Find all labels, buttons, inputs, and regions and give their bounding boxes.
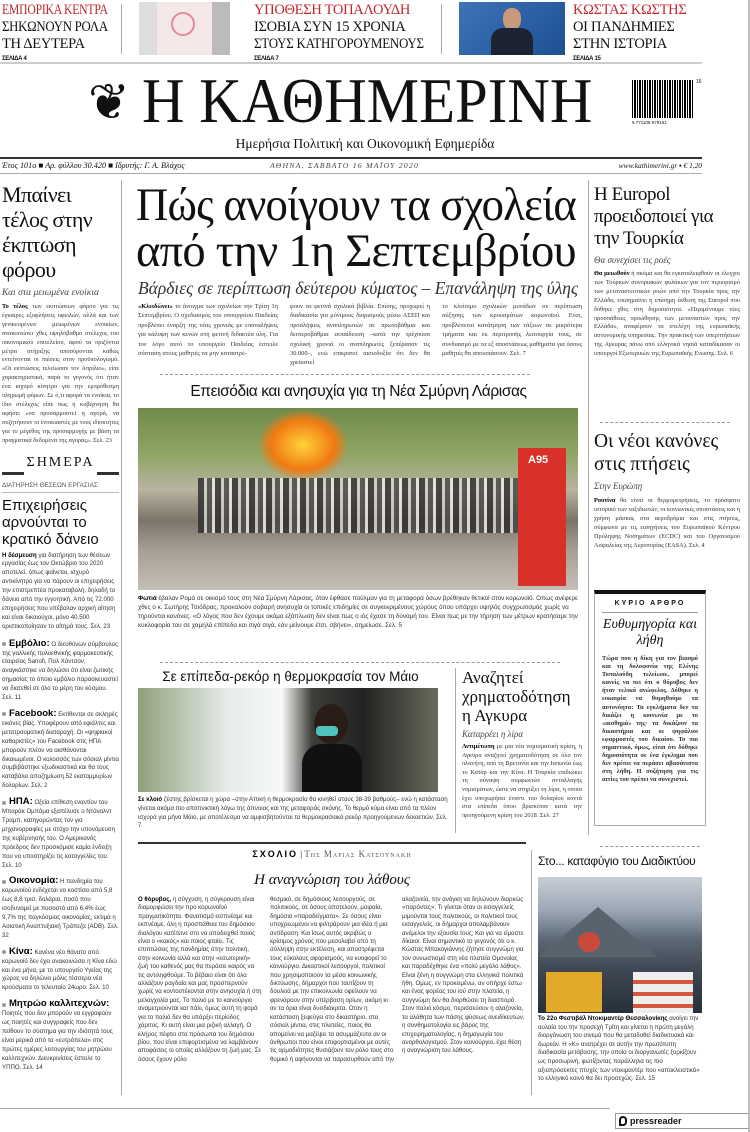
story-headline: Μπαίνει τέλος στην έκπτωση φόρου	[2, 182, 93, 282]
brief-usa[interactable]: ΗΠΑ: Οξεία επίθεση εναντίον του Μπαράκ Ομπάμα εξαπέλυσε ο Ντόναλντ Τραμπ, κατηγορώντας τον για μηχανορραφίες με στόχο την υπονόμευση της κυβέρνησής του. Ο Αμερικανός πρόεδρος δεν προσκόμισε καμία ένδειξη που να υποστηρίζει τις καταγγελίες του. Σελ. 10	[2, 796, 115, 869]
comment-col-3: αλαζονεία, την ανάγκη να δηλώνουν διαρκώς «παρόντες»; Τι γίνεται όταν οι εισαγγελείς μιμούνται τους πολιτικούς, οι πολιτικοί τους εισαγγελείς, οι δήμαρχοι απολαμβάνουν ανέμελοι την εξουσία τους; Και για να είμαστε δίκαιοι: Είναι σημαντικό το γεγονός ότι ο κ. Κώστας Μπακογιάννης ζήτησε συγγνώμη για τον συνωστισμό στη νέα πλατεία Ομονοίας και παραδέχθηκε ένα «πολύ μεγάλο λάθος». Είναι ξένη η συγγνώμη στα ελληνικά πολιτικά ήθη. Ομως, εν προκειμένω, αν υπήρχε έστω και ένας φορέας του ιού στην πλατεία, η συγγνώμη δεν θα διορθώσει τη διασπορά. Στον παλιό κόσμο, περισσεύουν η αλαζονεία, τα αλάθητα των πάσης φύσεως ανειδίκευτων, η συνθηματολογία εις βάρος της επιχειρηματολογίας, η δημαγωγία του ανορθολογισμού. Στον καινούργιο, έχει θέση η αναγνώριση του λάθους.	[402, 896, 525, 1055]
teaser-topaloudi[interactable]	[254, 2, 424, 65]
story-headline: Η Europol προειδοποιεί για την Τουρκία	[594, 184, 714, 249]
masthead-title: Η ΚΑΘΗΜΕΡΙΝΗ	[142, 66, 593, 136]
brief-economy[interactable]: Οικονομία: Η πανδημία του κορωνοϊού ενδέχεται να κοστίσει από 5,8 έως 8,8 τρισ. δολάρια, ποσό που ισοδυναμεί με ποσοστό από 6,4% έως 9,7% της παγκόσμιας οικονομίας, εκτιμά η Ασιατική Αναπτυξιακή Τράπεζα (ADB). Σελ. 32	[2, 875, 119, 939]
face-mask	[316, 726, 338, 736]
issue-code: 16	[696, 79, 702, 85]
story-subhead: Καταρρέει η λίρα	[462, 729, 524, 739]
pressreader-icon	[619, 1116, 627, 1126]
teaser-photo-topaloudi	[139, 2, 230, 55]
teaser-kostis[interactable]	[573, 2, 703, 65]
heat-caption: Σε κλοιό ζέστης βρίσκεται η χώρα –στην Αττική η θερμοκρασία θα κινηθεί στους 38-39 βαθμούς– ενώ η κατάσταση γίνεται ακόμα πιο αποπνικτική λόγω της άπνοιας και της μεταφοράς σκόνης. Το θερμό κύμα είναι από τα πλέον ισχυρά για μήνα Μάιο, με αποτέλεσμα να αμφισβητούνται τα θερμοκρασιακά ρεκόρ προηγούμενων δεκαετιών. Σελ. 7	[138, 796, 448, 830]
brief-china[interactable]: Κίνα: Κανένα νέο θάνατο από κορωνοϊό δεν έχει ανακοινώσει η Κίνα εδώ και ένα μήνα, με το υπουργείο Υγείας της χώρας να δηλώνει μόλις τέσσερα νέα κρούσματα το τελευταίο 24ωρο. Σελ. 10	[2, 945, 117, 992]
barcode-number: 9 771108 979161	[632, 120, 667, 125]
comment-col-1: Ο θόρυβος, η σύγχυση, η σύγκρουση είναι διαμορφώσει την προ κορωνοϊού πραγματικότητα. Φανατισμό εισπνέαμε και εκπνέαμε, όλη η προσπάθεια του δημόσιου διαλόγου κατέτεινε στο να αποδειχθεί ποιος είναι ο «κακός» και ποιος φταίει. Τις επιπτώσεις της πανδημίας στην πολιτική, στην κοινωνία αλλά και στην «εσωτερική» ζωή του καθενός μας θα περάσει καιρός να τις αντιληφθούμε. Το βέβαιο είναι ότι όλα αλλάζουν ραγδαία και μας προσπερνούν χωρίς να κοντοστέκονται στην ανησυχία ή στη μελαγχολία μας. Το παλιό με το καινούργιο αναμετριούνται και πάλι, όμως αυτή τη φορά για το παλιό δεν θα υπάρξει περίοδος χάριτος. Κι αυτή είναι μια ριζική αλλαγή. Ο κλήρος πέφτει στα πρόσωπα του δημόσιου βίου, που είναι επιφορτισμένα να λαμβάνουν αποφάσεις οι οποίες αλλάζουν τη ζωή μας. Σε όσους έχουν ρόλο	[138, 896, 262, 1063]
crowd	[198, 478, 518, 533]
story-body: Η δέσμευση για διατήρηση των θέσεων εργασίας έως τον Οκτώβριο του 2020 αποτελεί, όπως φαίνεται, ισχυρό αντικίνητρο για να πάρουν οι επιχειρήσεις την επιστρεπτέα προκαταβολή, δηλαδή το δάνειο από την εγγυητική. Από τις 72.000 επιχειρήσεις που υπέβαλαν αρχική αίτηση και είναι δικαιούχοι, μόνο 40.500 οριστικοποίησαν το αίτημά τους. Σελ. 23	[2, 551, 116, 630]
today-label: ΣΗΜΕΡΑ	[26, 454, 95, 470]
issue-date: ΑΘΗΝΑ, ΣΑΒΒΑΤΟ 16 ΜΑΪΟΥ 2020	[270, 161, 420, 170]
main-headline[interactable]: Πώς ανοίγουν τα σχολεία από την 1η Σεπτεμβρίου	[136, 179, 576, 277]
cement-bags	[633, 972, 693, 1013]
truck-label: A95	[528, 454, 549, 466]
heat-photo	[138, 688, 438, 792]
fire-truck	[518, 448, 566, 586]
teaser-line: ΙΣΟΒΙΑ ΣΥΝ 15 ΧΡΟΝΙΑ	[254, 19, 406, 35]
today-kicker: ΔΙΑΤΗΡΗΣΗ ΘΕΣΕΩΝ ΕΡΓΑΣΙΑΣ	[2, 482, 119, 493]
teaser-line: ΣΤΗΝ ΙΣΤΟΡΙΑ	[573, 36, 667, 52]
news-briefs	[2, 637, 119, 1073]
teaser-photo-kostis	[459, 2, 565, 55]
main-deck: Βάρδιες σε περίπτωση δεύτερου κύματος – Επανάληψη της ύλης	[138, 278, 579, 298]
comment-header: ΣΧΟΛΙΟ | Της Μαριας Κατσουνακη	[252, 849, 412, 859]
comment-label: ΣΧΟΛΙΟ	[252, 849, 298, 859]
story-body: Το τέλος των εκπτώσεων φόρου για τις έγκαιρες εξοφλήσεις οφειλών, αλλά και των γενικευμένων μειωμένων ενοικίων, ανακοινώνει χθες υψηλόβαθμο στέλεχος του οικονομικού επιτελείου, αφού τα οριζόντια μέτρα στήριξης αποσύρονται καθώς εντείνονται οι πιέσεις στον προϋπολογισμό. «Οι εκπτώσεις τελείωσαν τον Απρίλιο», είπε χαρακτηριστικά, παρά το γεγονός ότι ήταν ένα ισχυρό κίνητρο για την εμπρόθεσμη πληρωμή φόρων. Σε ό,τι αφορά τα ενοίκια, το ίδιο στέλεχος είπε πως η κυβέρνηση θα αφήσει «να προσαρμοστεί η αγορά, να συζητήσουν οι ενοικιαστές με τους ιδιοκτήτες για το μέγεθος της προσαρμογής με βάση τα πραγματικά δεδομένα της αγοράς». Σελ. 23	[2, 303, 120, 444]
larisa-photo	[138, 408, 578, 590]
cement-mixer	[546, 972, 602, 1012]
loan-story[interactable]	[2, 497, 119, 632]
brief-vaccine[interactable]: Εμβόλιο: Ο διευθύνων σύμβουλος της γαλλικής πολυεθνικής φαρμακευτικής εταιρείας Sanofi, Πολ Χάντσον, αναγκάστηκε να δηλώσει ότι είναι ζωτικής σημασίας το όποιο εμβόλιο παρασκευαστεί να διατεθεί σε όλο το μέρη του κόσμου. Σελ. 11	[2, 637, 118, 702]
editorial-title: Ευθυμηγορία και λήθη	[602, 617, 698, 648]
teaser-page: ΣΕΛΙΔΑ 15	[573, 56, 601, 62]
pressreader-label: pressreader	[630, 1116, 682, 1126]
ankara-story[interactable]	[462, 668, 582, 820]
larisa-headline-box[interactable]	[136, 382, 581, 401]
story-body: Ρουτίνα θα είναι οι θερμομετρήσεις, το πρόσφατο ιστορικό των ταξιδιωτών, οι κοινωνικές αποστάσεις και η χρήση μάσκας στα αεροδρόμια και στις πτήσεις, σύμφωνα με τις εισηγήσεις του Ευρωπαϊκού Κέντρου Πρόληψης Νοσημάτων (ECDC) και του Οργανισμού Ασφαλείας της Αεροπορίας (EASA). Σελ. 4	[594, 497, 740, 549]
main-deck-box	[138, 279, 578, 298]
teaser-shops[interactable]	[2, 2, 108, 65]
europol-story[interactable]	[594, 184, 740, 359]
comment-byline: Της Μαριας Κατσουνακη	[304, 849, 412, 859]
masthead-title-box	[142, 68, 592, 134]
story-headline: Οι νέοι κανόνες στις πτήσεις	[594, 431, 719, 475]
heat-headline: Σε επίπεδα-ρεκόρ η θερμοκρασία τον Μάιο	[162, 669, 419, 684]
brief-facebook[interactable]: Facebook: Εκτίθενται σε σκληρές εικόνες βίας. Υποφέρουν από εφιάλτες και μετατραυματική διαταραχή. Οι «ψηφιακοί καθαριστές» του Facebook στις ΗΠΑ μπορούν πλέον να αισθάνονται δικαιωμένοι. Ο κολοσσός των σόσιαλ μίντια συμβιβάστηκε εξωδικαστικά και θα τους καταβάλει αποζημίωση 52 εκατομμυρίων δολαρίων. Σελ. 2	[2, 708, 119, 790]
left-column	[2, 182, 119, 1080]
story-subhead: Θα συνεχίσει τις ροές	[594, 255, 671, 265]
story-headline: Επιχειρήσεις αρνούνται το κρατικό δάνειο	[2, 496, 99, 548]
teaser-line: ΣΗΚΩΝΟΥΝ ΡΟΛΑ	[2, 19, 108, 35]
today-section-header	[2, 454, 119, 476]
flights-story[interactable]	[594, 430, 740, 550]
editorial-body: Τώρα που η δίκη για τον βιασμό και τη δολοφονία της Ελένης Τοπαλούδη τελείωσε, μπορεί κανείς να πει ότι ο θόρυβος δεν ήταν τελικά ανώφελος. Δόθηκε η ευκαιρία να θυμηθούμε τα αυτονόητα: Τα εγκλήματα δεν τα δικάζει η κοινωνία με το «αισθημά» της· τα δικάζουν τα δικαστήρια και οι ψηφάλιοι εφαρμοστές του δικαίου. Το πιο σημαντικό, όμως, είναι ότι δόθηκε δημοσιότητα σε ένα έγκλημα που δεν πρέπει να περάσει αβασάνιστα στη λήθη. Η συζήτηση για τις αιτίες του πρέπει να συνεχιστεί.	[602, 655, 698, 784]
masthead-subtitle: Ημερήσια Πολιτική και Οικονομική Εφημερίδα	[235, 136, 495, 151]
brief-artists-registry[interactable]: Μητρώο καλλιτεχνών: Ποιητές που δεν μπορούν να εγγραφούν ως ποιητές και συγγραφείς που δεν πείθουν το σύστημα για την ιδιότητά τους είναι μερικά από τα «ευτράπελα» στις πρώτες ημέρες λειτουργίας του μητρώου καλλιτεχνών. Διευκρινίσεις έστειλε το ΥΠΠΟ. Σελ. 14	[2, 998, 113, 1071]
larisa-caption: Φωτιά έβαλαν Ρομά σε οικισμό τους στη Νέα Σμύρνη Λάρισας, όταν έφθασε πούλμαν για τη μεταφορά όσων βρέθηκαν θετικοί στον κορωνοϊό. Οπως ανέφερε χθες ο κ. Σωτήρης Τσιόδρας, προκαλούν σοβαρή ανησυχία οι τοπικές επιδημίες σε συγκεκριμένους χώρους όπου υπάρχει υψηλός συγχρωτισμός χωρίς να τηρούνται κανόνες. «Ο λόγος που δεν έχουμε ακόμα εξάπλωση δεν είναι πως ο ιός έχασε τη δύναμή του. Είναι πως με την τήρηση των μέτρων κρατήσαμε την κυκλοφορία του σε χαμηλά επίπεδα και σιγά σιγά, εάν μείνουμε έτσι, σβήνει», σημείωσε. Σελ. 5	[138, 595, 578, 629]
main-col-1: «Κλειδώνει» το άνοιγμα των σχολείων την Τρίτη 1η Σεπτεμβρίου. Ο σχεδιασμός του υπουργείου Παιδείας προβλέπει έναρξη της νέας χρονιάς με επαναλήψεις για κάλυψη των κενών στη φετινή διδακτέα ύλη. Για τον λόγο αυτό το υπουργείο Παιδείας έστειλε σύσταση στους μαθητές να μην καταστρέ-	[138, 303, 278, 358]
issue-info: Έτος 101ο ■ Αρ. φύλλου 30.420 ■ Ιδρυτής: Γ. Α. Βλάχος	[2, 161, 185, 170]
worker-helmet	[578, 932, 600, 952]
teaser-page: ΣΕΛΙΔΑ 4	[2, 56, 27, 62]
teaser-kicker: ΥΠΟΘΕΣΗ ΤΟΠΑΛΟΥΔΗ	[254, 2, 411, 18]
story-subhead: Και στα μειωμένα ενοίκια	[2, 288, 99, 298]
pressreader-badge[interactable]	[615, 1113, 749, 1129]
heat-headline-box[interactable]	[138, 668, 443, 685]
fire	[258, 410, 348, 480]
story-body: Θα μειωθούν ή ακόμα και θα εγκαταλειφθούν οι έλεγχοι των Τούρκων συνοριακών φυλάκων για τον περιορισμό των μεταναστευτικών ροών από την Τουρκία προς την Ελλάδα, επισημαίνει η επίσημη έκθεση της Europol που δόθηκε χθες στη δημοσιότητα. «Περιμένουμε νέες προσπάθειες προώθησης των μεταναστών προς την Ελλάδα», αναφέρουν τα στελέχη της ευρωπαϊκής αστυνομικής υπηρεσίας. Την πρακτική των υπερπτήσεων της Αγκυρας πάνω από ελληνικά νησιά καταδίκασαν οι υπουργοί Εξωτερικών της Ευρωπαϊκής Ενωσης. Σελ. 6	[594, 270, 740, 358]
website-price: www.kathimerini.gr ▪ € 1,20	[618, 161, 702, 170]
griffin-logo-icon: ❦	[88, 73, 130, 131]
editorial-label: ΚΥΡΙΟ ΑΡΘΡΟ	[614, 600, 686, 607]
larisa-headline: Επεισόδια και ανησυχία για τη Νέα Σμύρνη Λάρισας	[190, 383, 527, 400]
left-tax-story[interactable]	[2, 182, 119, 446]
portrait-drawing	[171, 12, 195, 36]
barcode	[632, 80, 694, 118]
festival-headline[interactable]: Στο... καταφύγιο του Διαδικτύου	[538, 854, 696, 868]
teaser-kicker: ΚΩΣΤΑΣ ΚΩΣΤΗΣ	[573, 2, 687, 18]
festival-caption: Το 22ο Φεστιβάλ Ντοκιμαντέρ Θεσσαλονίκης ανοίγει την αυλαία του την προσεχή Τρίτη και γίνεται η πρώτη μεγάλη διοργάνωση του σινεμά που θα μεταδοθεί διαδικτυακά και δωρεάν. Η «Κ» ανατρέχει σε αυτήν την πρωτότυπη διαδικασία μετάβασης, την οποία οι διοργανωτές ξορκίζουν ως προσωρινή, φωτίζοντας παράλληλα τις πιο αξιοπρόσεκτες πτυχές των ντοκιμαντέρ που «αποκλειστικά» το ελληνικό κοινό θα δει προσεχώς. Σελ. 15	[538, 1015, 700, 1083]
teaser-line: ΟΙ ΠΑΝΔΗΜΙΕΣ	[573, 19, 675, 35]
story-headline: Αναζητεί χρηματοδότηση η Αγκυρα	[462, 668, 571, 725]
comment-title[interactable]: Η αναγνώριση του λάθους	[254, 872, 410, 888]
main-col-3: το κλείσιμο σχολικών μονάδων σε περίπτωση αύξησης των κρουσμάτων κορωνοϊού. Ετσι, προβλέπεται κατάτμηση των τάξεων σε μικρότερα τμήματα και εκ περιτροπής λειτουργία τους, σε συνδυασμό με τα εξ αποστάσεως μαθήματα για όσους μαθητές θα απουσιάσουν. Σελ. 7	[442, 303, 582, 358]
main-col-2: φουν τα φετινά σχολικά βιβλία. Επίσης, προχωρεί η διαδικασία για μόνιμους διορισμούς μέσω ΑΣΕΠ και προσλήψεις αναπληρωτών σε πρωτοβάθμια και δευτεροβάθμια εκπαίδευση –κατά την τρέχουσα σχολική χρονιά οι αναπληρωτές ξεπέρασαν τις 30.000–, ενώ επικρατεί αισιοδοξία ότι δεν θα χρειαστεί	[290, 303, 430, 367]
comment-col-2: θεσμικό, σε δημόσιους λειτουργούς, σε πολιτικούς, σε όσους αποτελούν, μοιραία, δημόσια «παραδείγματα». Σε όσους είναι υποχρεωμένοι να φιλτράρουν μια ιδέα ή μια αντίδραση. Και ίσως αυτός ακριβώς ο κρίσιμος χρόνος που μεσολαβεί από τη σύλληψη στην εκτέλεση, και αποστρέφεται τους εύκολους αφορισμούς, να κυοφορεί το καινούργιο. Δικαστικοί λειτουργοί, πολιτικοί που χρησιμοποιούν τα μέσα κοινωνικής δικτύωσης, δήμαρχοι που ταυτίζουν τη δουλειά με την επικοινωνία οφείλουν να φρενάρουν στην υπέρβαση ορίων, ακόμη κι αν τα όρια είναι δυσδιάκριτα. Οταν η κατάσταση ξεφεύγει στο δικαστήριο, στα σόσιαλ μίντια, στις πλατείες, ποιος θα απομείνει να μαζέψει τα ασυμμάζευτα αν οι άνθρωποι που είναι επιφορτισμένοι με αυτές τις αρμοδιότητες θυσιάζουν τον ρόλο τους στο θυμικό ή αφήνονται να παρασυρθούν από την	[270, 896, 394, 1063]
teaser-line: ΤΗ ΔΕΥΤΕΡΑ	[2, 36, 85, 52]
teaser-kicker: ΕΜΠΟΡΙΚΑ ΚΕΝΤΡΑ	[2, 2, 108, 18]
story-subhead: Στην Ευρώπη	[594, 481, 643, 491]
teaser-page: ΣΕΛΙΔΑ 7	[254, 56, 279, 62]
editorial-box[interactable]	[594, 590, 706, 826]
teaser-line: ΣΤΟΥΣ ΚΑΤΗΓΟΡΟΥΜΕΝΟΥΣ	[254, 36, 424, 52]
festival-photo	[538, 877, 702, 1013]
story-body: Αντιμέτωπη με μια νέα νομισματική κρίση, η Αγκυρα αναζητεί χρηματοδότηση σε όλο τον πλανήτη, από τη Βρετανία και την Ιαπωνία έως το Κατάρ και την Κίνα. Η Τουρκία επιδιώκει τη σύναψη συμφωνιών ανταλλαγής νομισμάτων, ώστε να στηρίξει τη λίρα, η οποία έχει υποχωρήσει έναντι του δολαρίου κοντά στα επίπεδα όπου βρισκόταν κατά την προηγούμενη κρίση του 2018. Σελ. 27	[462, 743, 582, 819]
